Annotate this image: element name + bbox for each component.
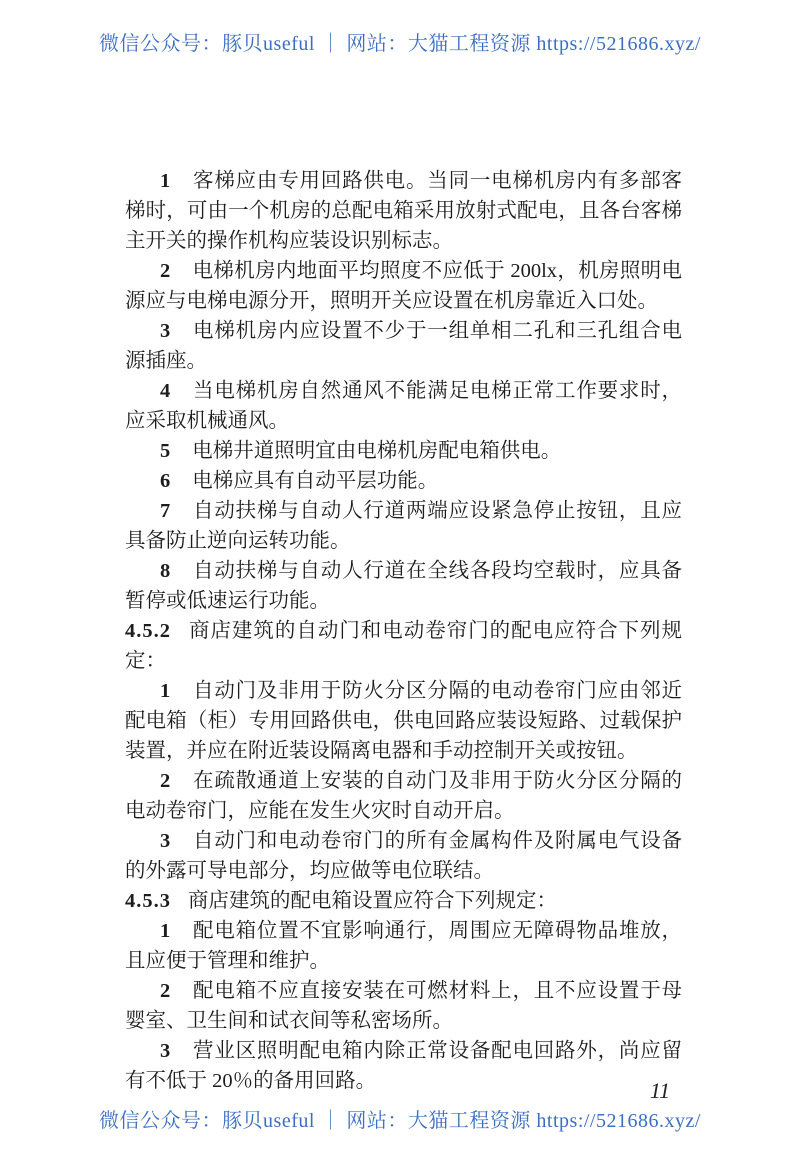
clause-text: 自动门及非用于防火分区分隔的电动卷帘门应由邻近配电箱（柜）专用回路供电，供电回路应装设短路、过载保护装置，并应在附近装设隔离电器和手动控制开关或按钮。: [125, 680, 682, 762]
section-heading-4-5-3: [125, 886, 682, 916]
section-number: 4.5.3: [125, 890, 171, 912]
clause-item: [125, 916, 682, 976]
clause-number: 2: [160, 260, 171, 282]
clause-text: 客梯应由专用回路供电。当同一电梯机房内有多部客梯时，可由一个机房的总配电箱采用放射式配电，且各台客梯主开关的操作机构应装设识别标志。: [125, 170, 682, 252]
clause-text: 当电梯机房自然通风不能满足电梯正常工作要求时，应采取机械通风。: [125, 380, 682, 432]
section-number: 4.5.2: [125, 620, 171, 642]
clause-text: 配电箱位置不宜影响通行，周围应无障碍物品堆放，且应便于管理和维护。: [125, 920, 682, 972]
header-watermark: 微信公众号：豚贝useful ｜ 网站：大猫工程资源 https://521686.xyz/: [99, 33, 701, 55]
document-body: [125, 166, 682, 1096]
clause-number: 1: [160, 680, 171, 702]
clause-item: [125, 256, 682, 316]
section-heading-4-5-2: [125, 616, 682, 676]
clause-text: 营业区照明配电箱内除正常设备配电回路外，尚应留有不低于 20％的备用回路。: [125, 1040, 682, 1092]
clause-text: 在疏散通道上安装的自动门及非用于防火分区分隔的电动卷帘门，应能在发生火灾时自动开启。: [125, 770, 682, 822]
clause-number: 7: [160, 500, 171, 522]
clause-number: 4: [160, 380, 171, 402]
clause-number: 2: [160, 770, 171, 792]
clause-number: 5: [160, 440, 171, 462]
clause-text: 自动扶梯与自动人行道两端应设紧急停止按钮，且应具备防止逆向运转功能。: [125, 500, 682, 552]
clause-item: [125, 496, 682, 556]
clause-item: [125, 976, 682, 1036]
clause-item: [125, 466, 682, 496]
clause-text: 配电箱不应直接安装在可燃材料上，且不应设置于母婴室、卫生间和试衣间等私密场所。: [125, 980, 682, 1032]
clause-number: 8: [160, 560, 171, 582]
clause-number: 6: [160, 470, 171, 492]
clause-number: 3: [160, 320, 171, 342]
clause-item: [125, 766, 682, 826]
clause-text: 自动扶梯与自动人行道在全线各段均空载时，应具备暂停或低速运行功能。: [125, 560, 682, 612]
clause-item: [125, 1036, 682, 1096]
clause-text: 电梯应具有自动平层功能。: [192, 470, 439, 492]
clause-text: 电梯井道照明宜由电梯机房配电箱供电。: [192, 440, 562, 462]
clause-number: 3: [160, 830, 171, 852]
clause-number: 2: [160, 980, 171, 1002]
clause-number: 1: [160, 170, 171, 192]
clause-text: 电梯机房内应设置不少于一组单相二孔和三孔组合电源插座。: [125, 320, 682, 372]
clause-item: [125, 556, 682, 616]
clause-text: 电梯机房内地面平均照度不应低于 200lx，机房照明电源应与电梯电源分开，照明开关应设置在机房靠近入口处。: [125, 260, 682, 312]
clause-item: [125, 316, 682, 376]
section-text: 商店建筑的配电箱设置应符合下列规定：: [188, 890, 557, 912]
clause-item: [125, 376, 682, 436]
clause-number: 3: [160, 1040, 171, 1062]
page-number: 11: [649, 1078, 671, 1103]
clause-text: 自动门和电动卷帘门的所有金属构件及附属电气设备的外露可导电部分，均应做等电位联结。: [125, 830, 682, 882]
footer-watermark: 微信公众号：豚贝useful ｜ 网站：大猫工程资源 https://521686.xyz/: [99, 1110, 701, 1132]
clause-item: [125, 166, 682, 256]
clause-number: 1: [160, 920, 171, 942]
clause-item: [125, 676, 682, 766]
section-text: 商店建筑的自动门和电动卷帘门的配电应符合下列规定：: [125, 620, 682, 672]
clause-item: [125, 436, 682, 466]
clause-item: [125, 826, 682, 886]
